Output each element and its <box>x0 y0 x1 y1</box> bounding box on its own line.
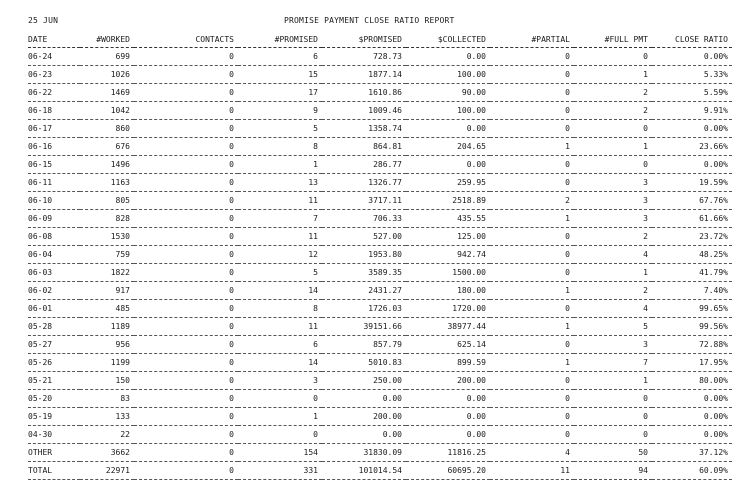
table-cell: 0 <box>134 102 238 120</box>
table-row <box>28 228 732 246</box>
column-header: DATE <box>28 32 80 48</box>
table-cell: 5 <box>238 120 322 138</box>
table-cell: 0.00 <box>406 408 490 426</box>
table-cell: 8 <box>238 138 322 156</box>
table-cell: 39151.66 <box>322 318 406 336</box>
table-cell: 0 <box>134 48 238 66</box>
table-cell: 06-18 <box>28 102 80 120</box>
table-cell: 0 <box>490 426 574 444</box>
table-cell: 0 <box>134 156 238 174</box>
table-cell: 31830.09 <box>322 444 406 462</box>
table-cell: 100.00 <box>406 102 490 120</box>
table-cell: 06-23 <box>28 66 80 84</box>
table-cell: 23.72% <box>652 228 732 246</box>
table-cell: 0 <box>490 120 574 138</box>
table-cell: 1 <box>490 282 574 300</box>
table-cell: 0.00 <box>406 156 490 174</box>
table-cell: 759 <box>80 246 134 264</box>
table-cell: 1009.46 <box>322 102 406 120</box>
table-cell: 72.88% <box>652 336 732 354</box>
table-cell: 0 <box>134 444 238 462</box>
table-row <box>28 120 732 138</box>
table-cell: 5 <box>238 264 322 282</box>
table-cell: 706.33 <box>322 210 406 228</box>
table-cell: 06-16 <box>28 138 80 156</box>
table-cell: 1 <box>574 138 652 156</box>
table-cell: 06-04 <box>28 246 80 264</box>
column-header: CONTACTS <box>134 32 238 48</box>
table-cell: 0.00 <box>322 426 406 444</box>
table-cell: 0 <box>490 48 574 66</box>
table-cell: 0 <box>490 66 574 84</box>
table-cell: 0 <box>490 174 574 192</box>
table-cell: 0 <box>134 300 238 318</box>
table-cell: 0 <box>490 156 574 174</box>
table-cell: 17 <box>238 84 322 102</box>
table-cell: 0.00% <box>652 390 732 408</box>
table-row <box>28 318 732 336</box>
table-cell: 0 <box>134 138 238 156</box>
table-cell: 14 <box>238 354 322 372</box>
table-cell: 6 <box>238 336 322 354</box>
table-cell: 0 <box>134 264 238 282</box>
table-cell: 2518.89 <box>406 192 490 210</box>
table-row <box>28 444 732 462</box>
table-cell: 05-27 <box>28 336 80 354</box>
table-cell: 200.00 <box>406 372 490 390</box>
table-cell: 1026 <box>80 66 134 84</box>
table-cell: 0.00 <box>406 426 490 444</box>
column-header: #PARTIAL <box>490 32 574 48</box>
table-cell: 1469 <box>80 84 134 102</box>
table-cell: 0 <box>134 408 238 426</box>
table-cell: 5.59% <box>652 84 732 102</box>
table-cell: 3589.35 <box>322 264 406 282</box>
table-cell: 06-02 <box>28 282 80 300</box>
table-cell: 80.00% <box>652 372 732 390</box>
table-cell: 435.55 <box>406 210 490 228</box>
table-cell: 1 <box>238 408 322 426</box>
table-cell: 0 <box>238 426 322 444</box>
table-row <box>28 138 732 156</box>
report-body <box>28 48 732 480</box>
table-cell: 7.40% <box>652 282 732 300</box>
table-cell: 0 <box>134 336 238 354</box>
table-row <box>28 174 732 192</box>
table-cell: 3 <box>574 192 652 210</box>
table-cell: 2 <box>574 282 652 300</box>
table-cell: 06-03 <box>28 264 80 282</box>
table-cell: 917 <box>80 282 134 300</box>
table-cell: 0 <box>574 408 652 426</box>
table-cell: 13 <box>238 174 322 192</box>
table-cell: 956 <box>80 336 134 354</box>
table-cell: 60.09% <box>652 462 732 480</box>
table-cell: 90.00 <box>406 84 490 102</box>
table-cell: 0.00% <box>652 48 732 66</box>
table-cell: 50 <box>574 444 652 462</box>
table-cell: 0 <box>574 156 652 174</box>
table-cell: 05-21 <box>28 372 80 390</box>
report-table <box>28 32 732 480</box>
table-cell: 3 <box>574 336 652 354</box>
table-cell: 19.59% <box>652 174 732 192</box>
column-header: #FULL PMT <box>574 32 652 48</box>
table-cell: 1953.80 <box>322 246 406 264</box>
table-cell: 331 <box>238 462 322 480</box>
table-cell: 5010.83 <box>322 354 406 372</box>
table-cell: 0.00 <box>322 390 406 408</box>
table-cell: 0.00% <box>652 156 732 174</box>
table-cell: 11 <box>490 462 574 480</box>
table-cell: 1 <box>490 138 574 156</box>
table-cell: 1199 <box>80 354 134 372</box>
column-header: CLOSE RATIO <box>652 32 732 48</box>
table-cell: 200.00 <box>322 408 406 426</box>
table-cell: 2 <box>574 102 652 120</box>
table-cell: 0 <box>134 210 238 228</box>
table-cell: 3 <box>238 372 322 390</box>
table-cell: 0.00% <box>652 120 732 138</box>
table-cell: 860 <box>80 120 134 138</box>
report-title: PROMISE PAYMENT CLOSE RATIO REPORT <box>284 16 455 25</box>
table-cell: 0 <box>574 426 652 444</box>
report-header <box>28 14 709 32</box>
table-cell: 0 <box>134 228 238 246</box>
table-cell: 101014.54 <box>322 462 406 480</box>
table-cell: 06-10 <box>28 192 80 210</box>
table-cell: 99.65% <box>652 300 732 318</box>
table-cell: 11816.25 <box>406 444 490 462</box>
table-cell: 1 <box>490 354 574 372</box>
table-row <box>28 102 732 120</box>
table-cell: 527.00 <box>322 228 406 246</box>
table-cell: 9.91% <box>652 102 732 120</box>
table-cell: 0 <box>134 246 238 264</box>
table-cell: 0.00 <box>406 120 490 138</box>
table-cell: 1326.77 <box>322 174 406 192</box>
table-row <box>28 156 732 174</box>
table-row <box>28 300 732 318</box>
table-cell: 204.65 <box>406 138 490 156</box>
table-cell: 0 <box>134 426 238 444</box>
table-cell: 2 <box>574 228 652 246</box>
table-cell: 3 <box>574 210 652 228</box>
table-cell: 7 <box>238 210 322 228</box>
table-cell: 0.00% <box>652 426 732 444</box>
table-cell: 9 <box>238 102 322 120</box>
table-cell: 38977.44 <box>406 318 490 336</box>
table-cell: 22971 <box>80 462 134 480</box>
table-cell: 485 <box>80 300 134 318</box>
table-cell: 8 <box>238 300 322 318</box>
table-cell: 4 <box>490 444 574 462</box>
table-cell: 1 <box>574 264 652 282</box>
table-cell: 286.77 <box>322 156 406 174</box>
table-cell: 6 <box>238 48 322 66</box>
table-cell: 60695.20 <box>406 462 490 480</box>
table-cell: 06-01 <box>28 300 80 318</box>
table-cell: 4 <box>574 246 652 264</box>
table-cell: 0 <box>490 390 574 408</box>
table-cell: 728.73 <box>322 48 406 66</box>
table-cell: 0 <box>490 408 574 426</box>
table-cell: 5.33% <box>652 66 732 84</box>
table-cell: 1 <box>490 210 574 228</box>
table-cell: 0 <box>574 120 652 138</box>
table-row <box>28 372 732 390</box>
table-cell: 48.25% <box>652 246 732 264</box>
table-cell: 2 <box>574 84 652 102</box>
table-cell: 05-20 <box>28 390 80 408</box>
table-cell: 0 <box>574 48 652 66</box>
table-cell: 0 <box>490 300 574 318</box>
table-cell: 0 <box>574 390 652 408</box>
table-cell: 1726.03 <box>322 300 406 318</box>
table-cell: 06-22 <box>28 84 80 102</box>
table-cell: 805 <box>80 192 134 210</box>
table-cell: 0 <box>134 318 238 336</box>
table-cell: 1500.00 <box>406 264 490 282</box>
table-cell: 05-19 <box>28 408 80 426</box>
table-cell: 676 <box>80 138 134 156</box>
table-cell: 83 <box>80 390 134 408</box>
table-cell: 1496 <box>80 156 134 174</box>
table-cell: 0 <box>134 354 238 372</box>
table-cell: 17.95% <box>652 354 732 372</box>
table-cell: 3717.11 <box>322 192 406 210</box>
table-cell: 41.79% <box>652 264 732 282</box>
table-row <box>28 390 732 408</box>
table-cell: 0 <box>490 102 574 120</box>
table-cell: 0 <box>134 462 238 480</box>
table-cell: 125.00 <box>406 228 490 246</box>
column-header: $PROMISED <box>322 32 406 48</box>
table-cell: 1530 <box>80 228 134 246</box>
table-cell: 06-24 <box>28 48 80 66</box>
table-cell: 625.14 <box>406 336 490 354</box>
table-row <box>28 282 732 300</box>
table-cell: 04-30 <box>28 426 80 444</box>
table-cell: 2 <box>490 192 574 210</box>
table-cell: 61.66% <box>652 210 732 228</box>
table-cell: 0 <box>490 84 574 102</box>
column-header: $COLLECTED <box>406 32 490 48</box>
table-row <box>28 84 732 102</box>
table-row <box>28 246 732 264</box>
table-cell: 0 <box>134 192 238 210</box>
table-row <box>28 66 732 84</box>
column-header: #PROMISED <box>238 32 322 48</box>
table-cell: 3 <box>574 174 652 192</box>
table-cell: 1358.74 <box>322 120 406 138</box>
table-cell: TOTAL <box>28 462 80 480</box>
header-row <box>28 32 732 48</box>
table-cell: 1 <box>490 318 574 336</box>
table-cell: 06-11 <box>28 174 80 192</box>
table-cell: 133 <box>80 408 134 426</box>
table-cell: 22 <box>80 426 134 444</box>
table-cell: 0.00% <box>652 408 732 426</box>
table-cell: 0.00 <box>406 48 490 66</box>
table-cell: 0 <box>134 174 238 192</box>
table-cell: 259.95 <box>406 174 490 192</box>
table-cell: 1 <box>238 156 322 174</box>
table-cell: 7 <box>574 354 652 372</box>
table-cell: 857.79 <box>322 336 406 354</box>
table-row <box>28 192 732 210</box>
table-cell: 67.76% <box>652 192 732 210</box>
table-cell: 06-15 <box>28 156 80 174</box>
table-cell: 942.74 <box>406 246 490 264</box>
table-row <box>28 264 732 282</box>
table-cell: 0 <box>490 264 574 282</box>
table-cell: 899.59 <box>406 354 490 372</box>
table-cell: 150 <box>80 372 134 390</box>
table-cell: 0 <box>134 372 238 390</box>
table-cell: 06-09 <box>28 210 80 228</box>
table-row <box>28 408 732 426</box>
table-cell: 4 <box>574 300 652 318</box>
report-date: 25 JUN <box>28 16 59 25</box>
table-cell: 864.81 <box>322 138 406 156</box>
table-cell: 1 <box>574 372 652 390</box>
table-cell: 1720.00 <box>406 300 490 318</box>
table-cell: 828 <box>80 210 134 228</box>
table-cell: 250.00 <box>322 372 406 390</box>
table-cell: 1042 <box>80 102 134 120</box>
table-row <box>28 336 732 354</box>
table-cell: 1163 <box>80 174 134 192</box>
table-cell: 06-08 <box>28 228 80 246</box>
table-cell: 180.00 <box>406 282 490 300</box>
table-cell: 0 <box>134 84 238 102</box>
table-cell: 37.12% <box>652 444 732 462</box>
table-cell: 15 <box>238 66 322 84</box>
table-cell: 1822 <box>80 264 134 282</box>
table-cell: 14 <box>238 282 322 300</box>
table-cell: 1877.14 <box>322 66 406 84</box>
table-row <box>28 462 732 480</box>
table-row <box>28 210 732 228</box>
table-cell: 699 <box>80 48 134 66</box>
table-row <box>28 426 732 444</box>
table-cell: 0 <box>490 372 574 390</box>
table-cell: 1 <box>574 66 652 84</box>
table-cell: 94 <box>574 462 652 480</box>
table-cell: 23.66% <box>652 138 732 156</box>
table-cell: 06-17 <box>28 120 80 138</box>
table-cell: OTHER <box>28 444 80 462</box>
table-cell: 0 <box>490 246 574 264</box>
table-cell: 100.00 <box>406 66 490 84</box>
table-cell: 0 <box>134 120 238 138</box>
table-cell: 0 <box>490 228 574 246</box>
table-row <box>28 48 732 66</box>
table-cell: 05-26 <box>28 354 80 372</box>
table-cell: 11 <box>238 318 322 336</box>
table-cell: 1189 <box>80 318 134 336</box>
table-cell: 0 <box>238 390 322 408</box>
table-cell: 1610.86 <box>322 84 406 102</box>
table-cell: 154 <box>238 444 322 462</box>
table-cell: 0 <box>134 282 238 300</box>
table-cell: 11 <box>238 192 322 210</box>
table-cell: 0 <box>134 66 238 84</box>
table-cell: 0.00 <box>406 390 490 408</box>
table-cell: 0 <box>134 390 238 408</box>
table-cell: 12 <box>238 246 322 264</box>
table-cell: 5 <box>574 318 652 336</box>
table-cell: 99.56% <box>652 318 732 336</box>
table-row <box>28 354 732 372</box>
table-cell: 0 <box>490 336 574 354</box>
table-cell: 05-28 <box>28 318 80 336</box>
table-cell: 2431.27 <box>322 282 406 300</box>
column-header: #WORKED <box>80 32 134 48</box>
table-cell: 11 <box>238 228 322 246</box>
table-cell: 3662 <box>80 444 134 462</box>
